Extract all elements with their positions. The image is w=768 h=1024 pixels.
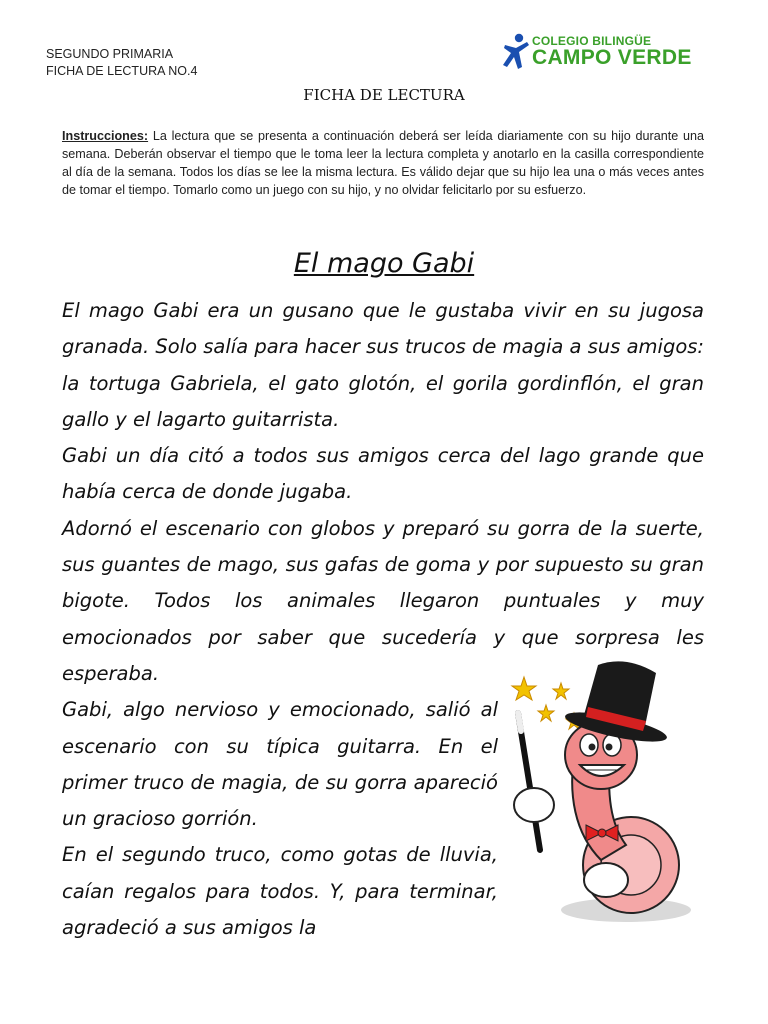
header-info [46, 46, 197, 80]
story-paragraph: Gabi un día citó a todos sus amigos cerca del lago grande que había cerca de donde jugaba. [62, 444, 704, 504]
story-paragraph: El mago Gabi era un gusano que le gustaba vivir en su jugosa granada. Solo salía para hacer sus trucos de magia a sus amigos: la tortuga Gabriela, el gato glotón, el gorila gordinflón, el gran gallo y el lagarto guitarrista. [62, 299, 704, 431]
person-figure-icon [502, 33, 532, 71]
story-paragraph: Gabi, algo nervioso y emocionado, salió al escenario con su típica guitarra. En el primer truco de magia, de su gorra apareció un gracioso gorrión. [62, 698, 498, 831]
story-paragraph: Adornó el escenario con globos y preparó su gorra de la suerte, sus guantes de mago, sus gafas de goma y por supuesto su gran bigote. Todos los animales llegaron puntuales y muy emocionados por saber que sucedería y que sorpresa les esperaba. [62, 516, 704, 685]
logo-small-text: COLEGIO BILINGÜE [532, 34, 652, 48]
story-title: El mago Gabi [293, 248, 475, 279]
instructions-label: Instrucciones: [62, 129, 149, 143]
grade-label: SEGUNDO PRIMARIA [46, 47, 174, 61]
logo-big-text: CAMPO VERDE [532, 46, 692, 69]
instructions-block [62, 127, 704, 199]
instructions-text: La lectura que se presenta a continuación deberá ser leída diariamente con su hijo durante una semana. Deberán observar el tiempo que le toma leer la lectura completa y anotarlo en la casilla correspondiente al día de la semana. Todos los días se lee la misma lectura. Es válido dejar que su hijo lea una o más veces antes de tomar el tiempo. Tomarlo como un juego con su hijo, y no olvidar felicitarlo por su esfuerzo. [62, 129, 704, 197]
school-logo [502, 33, 712, 73]
magician-worm-icon [506, 655, 706, 935]
worksheet-label: FICHA DE LECTURA NO.4 [46, 64, 198, 78]
document-title: FICHA DE LECTURA [303, 86, 465, 104]
story-paragraph: En el segundo truco, como gotas de lluvia, caían regalos para todos. Y, para terminar, agradeció a sus amigos la [62, 843, 498, 940]
